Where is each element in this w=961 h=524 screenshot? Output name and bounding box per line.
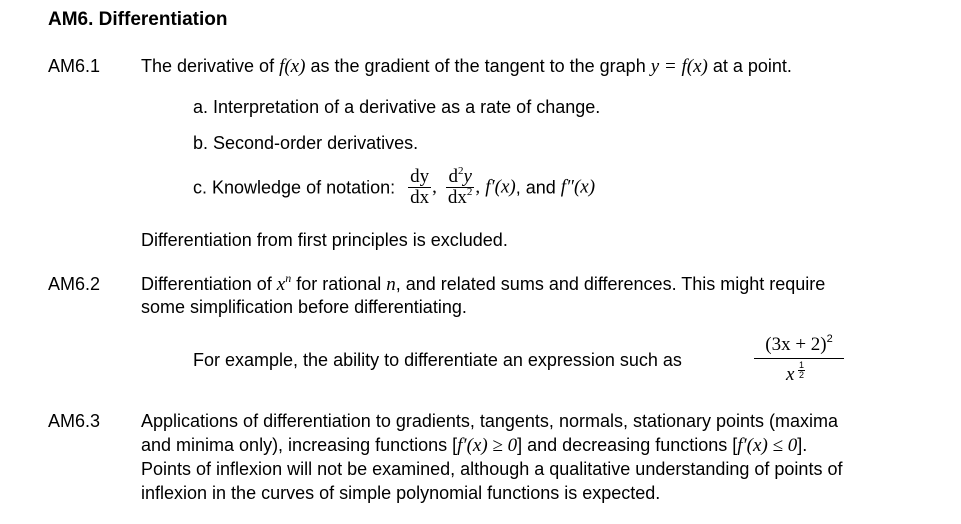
- am6-3-line-2: [141, 434, 807, 457]
- half-numerator: 1: [799, 360, 805, 370]
- am6-3-line-3: Points of inflexion will not be examined, although a qualitative understanding of points of: [141, 459, 843, 479]
- fx-math: f(x): [279, 56, 306, 77]
- am6-2-example: For example, the ability to differentiate an expression such as: [193, 350, 682, 370]
- increasing-condition: f′(x) ≥ 0: [457, 435, 518, 456]
- am6-3-line2-c: ].: [797, 435, 808, 455]
- am6-1-intro-a: The derivative of: [141, 56, 280, 76]
- y-symbol: y: [463, 165, 472, 187]
- am6-2-line1-b: for rational: [291, 274, 387, 294]
- dx-denominator: dx: [410, 186, 430, 208]
- am6-3-line-4: inflexion in the curves of simple polynomial functions is expected.: [141, 483, 661, 503]
- dy-numerator: dy: [410, 165, 430, 187]
- am6-3-line-1: Applications of differentiation to gradients, tangents, normals, stationary points (maxima: [141, 411, 839, 431]
- am6-2-line-2: some simplification before differentiating.: [141, 297, 467, 317]
- am6-2-line-1: [141, 273, 825, 296]
- n-exponent: n: [285, 271, 292, 285]
- am6-3-line2-a: and minima only), increasing functions [: [141, 435, 458, 455]
- section-title: AM6. Differentiation: [48, 9, 228, 30]
- f-double-prime-notation: f″(x): [560, 176, 596, 198]
- item-code-am6-2: AM6.2: [48, 274, 101, 294]
- dy-dx-fraction: [408, 167, 431, 208]
- dx2-denominator: [446, 185, 475, 208]
- am6-2-line1-a: Differentiation of: [141, 274, 277, 294]
- half-exponent: [798, 361, 805, 380]
- am6-3-line2-b: ] and decreasing functions [: [517, 435, 738, 455]
- am6-1-statement: [141, 55, 792, 78]
- exponent-2: 2: [466, 185, 473, 198]
- sub-item-c: [193, 164, 595, 208]
- denominator-x: x: [786, 364, 795, 385]
- half-denominator: 2: [799, 370, 805, 380]
- item-code-am6-3: AM6.3: [48, 411, 101, 431]
- numerator-exponent: 2: [826, 333, 833, 345]
- example-expression: [754, 334, 844, 385]
- x-symbol: x: [276, 274, 286, 295]
- exponent-2: 2: [457, 164, 464, 177]
- am6-1-intro-b: as the gradient of the tangent to the graph: [305, 56, 651, 76]
- n-symbol: n: [386, 274, 396, 295]
- f-prime-notation: f′(x): [485, 176, 516, 198]
- graph-equation: y = f(x): [650, 56, 708, 77]
- am6-1-intro-c: at a point.: [707, 56, 792, 76]
- decreasing-condition: f′(x) ≤ 0: [737, 435, 798, 456]
- d-symbol: d: [448, 165, 458, 187]
- item-code-am6-1: AM6.1: [48, 56, 101, 76]
- comma-1: ,: [432, 176, 437, 198]
- am6-2-line1-c: , and related sums and differences. This might require: [395, 274, 826, 294]
- sub-item-a: a. Interpretation of a derivative as a rate of change.: [193, 97, 601, 117]
- am6-1-note: Differentiation from first principles is excluded.: [141, 230, 508, 250]
- dx-symbol: dx: [447, 186, 467, 208]
- sub-item-c-label: c. Knowledge of notation:: [193, 177, 396, 198]
- d2y-dx2-fraction: [446, 164, 475, 208]
- comma-2: ,: [475, 176, 481, 198]
- expression-numerator: [754, 334, 844, 359]
- expression-denominator: [754, 359, 844, 385]
- d2y-numerator: [446, 164, 475, 188]
- and-text: , and: [515, 177, 561, 198]
- sub-item-b: b. Second-order derivatives.: [193, 133, 419, 153]
- numerator-text: (3x + 2): [765, 334, 827, 355]
